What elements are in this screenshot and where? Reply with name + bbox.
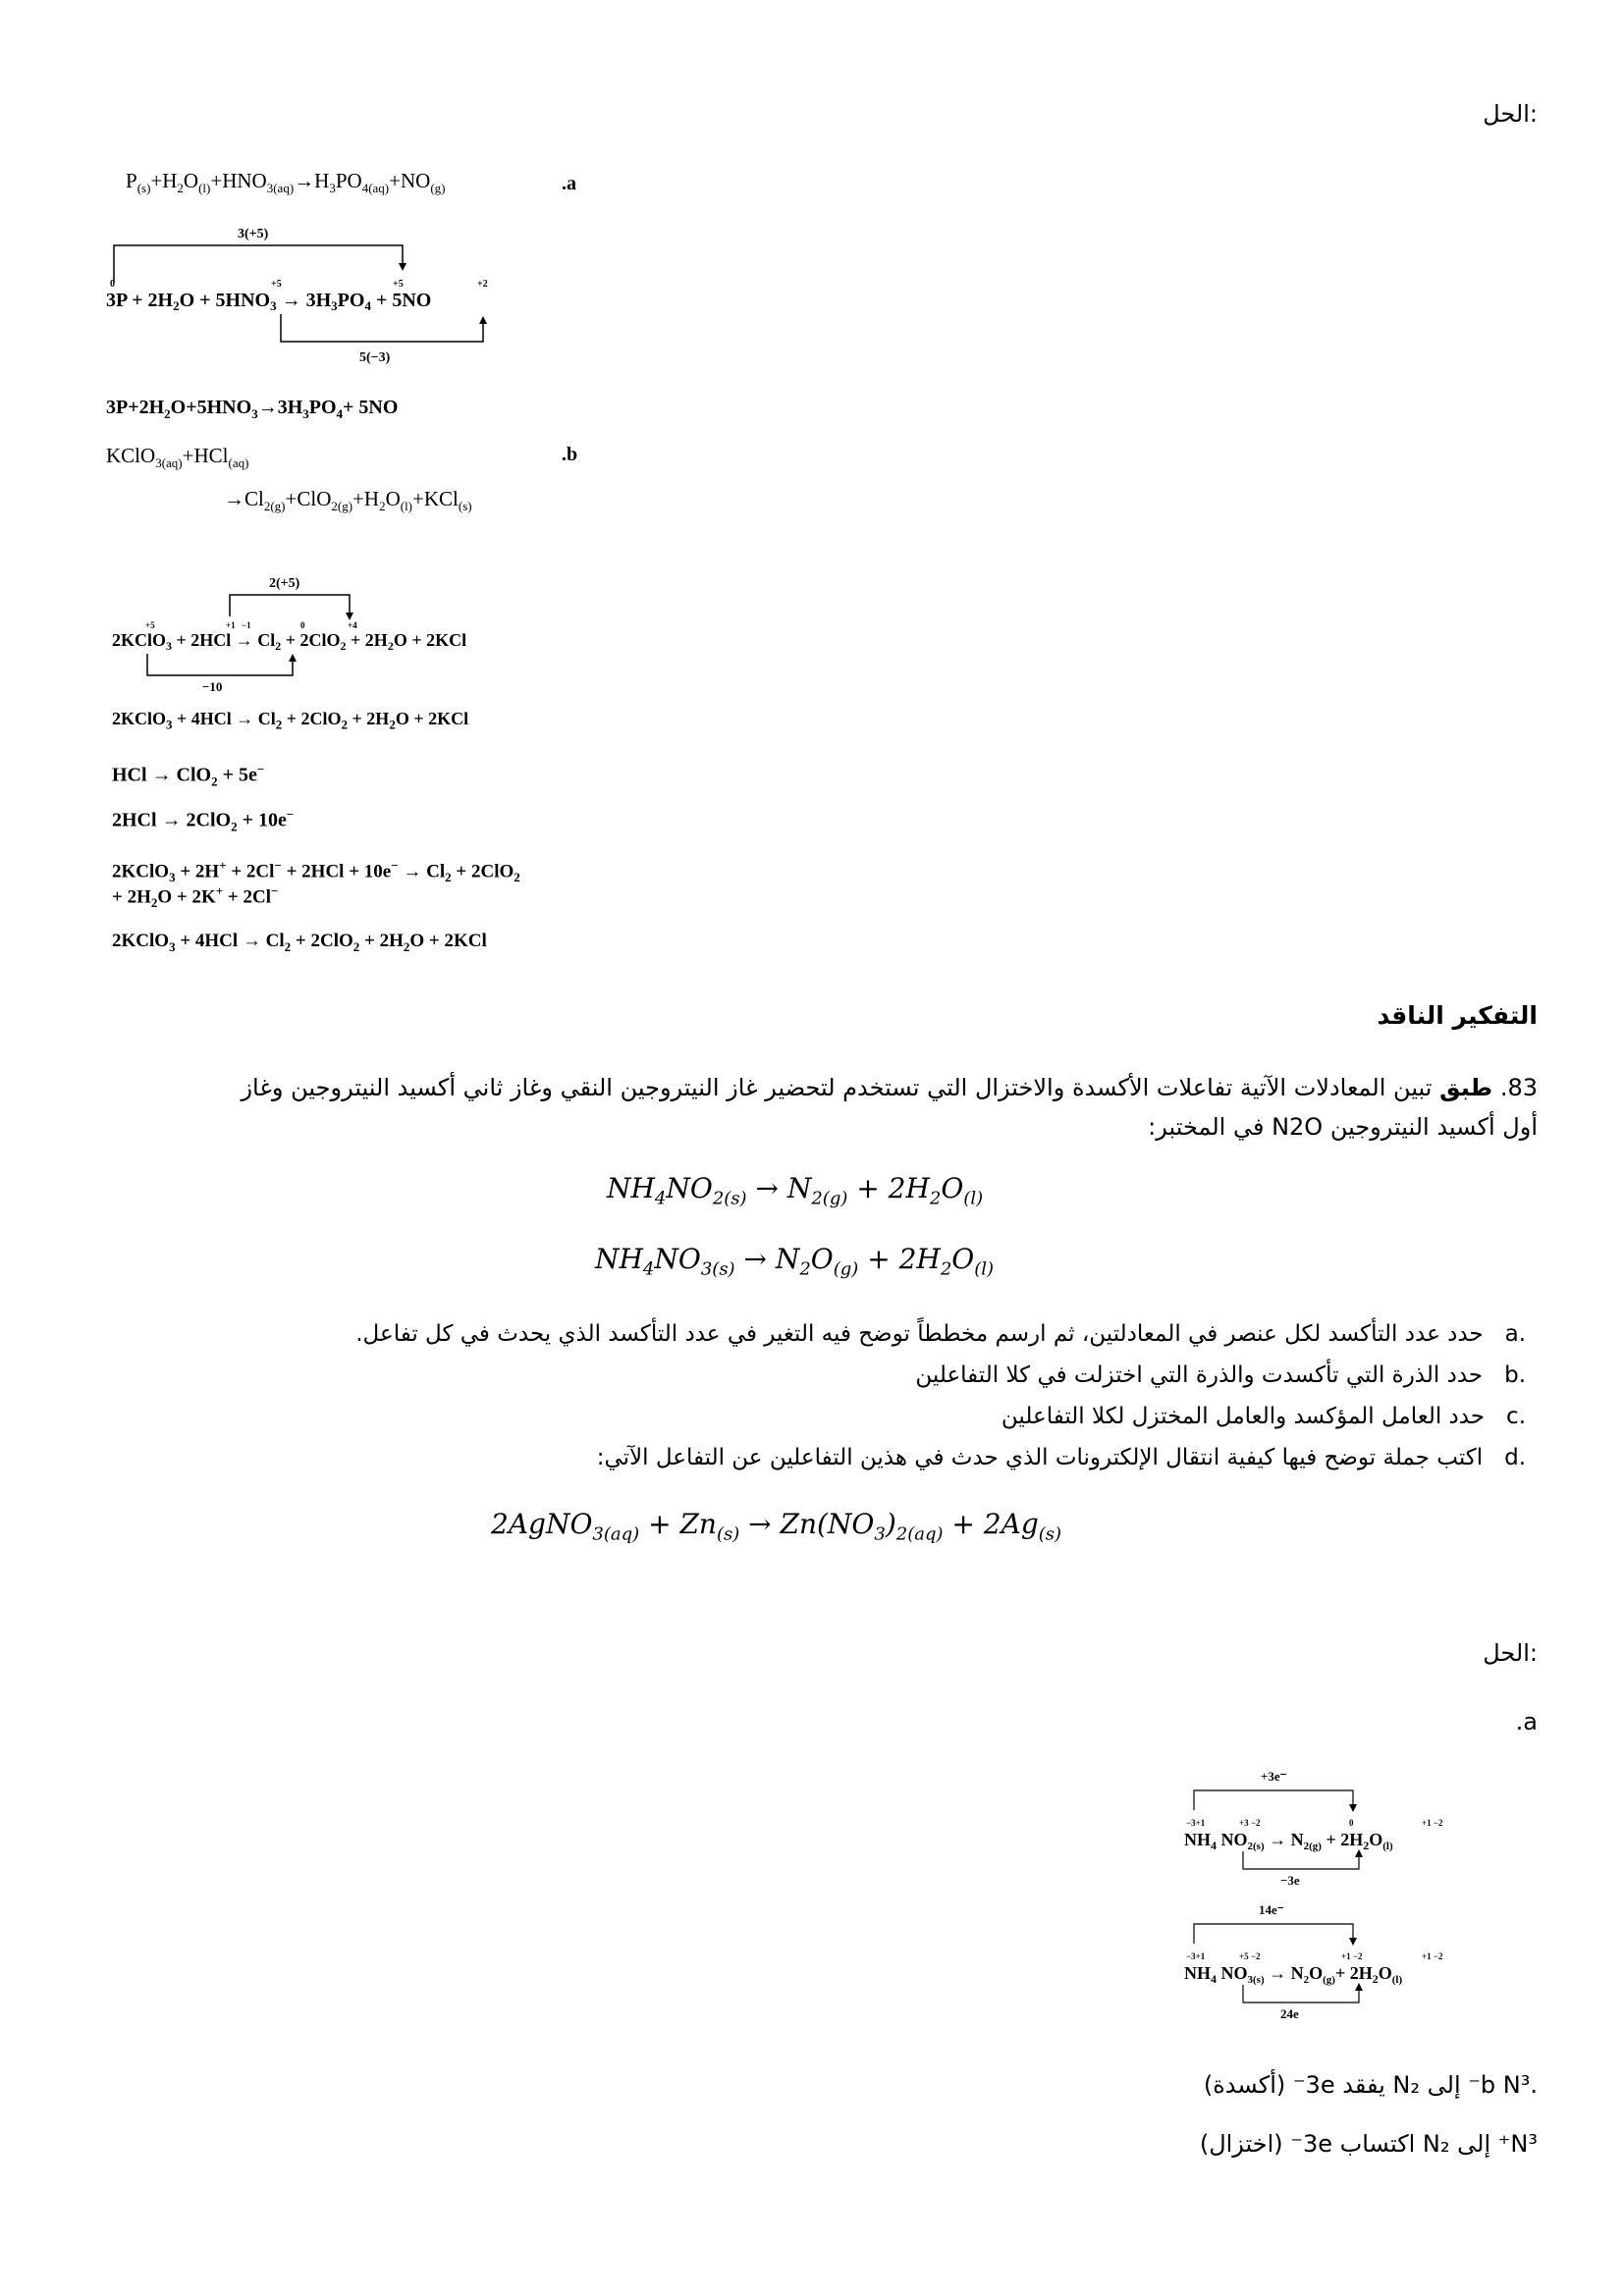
svg-text:+5 −2: +5 −2 (1239, 1951, 1261, 1961)
question-item-c: .c حدد العامل المؤكسد والعامل المختزل لكلا التفاعلين (1001, 1404, 1526, 1429)
equation-a-unbalanced: $P_{(s)}+H_2O_{(l)}+HNO_{3(aq)}\to H_3PO_{4(aq)}+NO_{(g)}$ (126, 169, 446, 196)
svg-text:0: 0 (300, 620, 305, 630)
answer-b-line2: N³⁺ إلى N₂ اكتساب 3e⁻ (اختزال) (1199, 2130, 1538, 2158)
svg-text:NH4 NO3(s) → N2O(g)+ 2H2O(l): $NH_4$ $NO_{3(s)} \to N_2O_{(g)}+ 2H_2O_{(l)}$ (1184, 1963, 1403, 1986)
equation-b-line1: KClO$_{3(aq)}$+HCl$_{(aq)}$ (106, 444, 249, 471)
svg-text:+4: +4 (348, 620, 357, 630)
question-equation-2: $NH_4NO_{3(s)} \to N_2O_{(g)} + 2H_2O_{(l)}$ (595, 1243, 995, 1280)
question-equation-3: 2AgNO$_{3(aq)}$ + $Zn_{(s)} \to Zn(NO_3)_{2(aq)} + 2Ag_{(s)}$ (491, 1508, 1062, 1545)
answer-a-label: .a (1515, 1708, 1538, 1735)
svg-text:NH4 NO2(s) → N2(g) + 2H2O(l): $NH_4$ $NO_{2(s)} \to N_{2(g)} + 2H_2O_{(l)}$ (1184, 1830, 1393, 1852)
question-number: 83. (1499, 1074, 1538, 1101)
svg-text:2(+5): 2(+5) (269, 576, 300, 591)
solution-label: الحل: (1483, 100, 1538, 128)
svg-text:24e: 24e (1280, 2006, 1299, 2021)
oxidation-diagram-a (98, 224, 511, 365)
svg-text:−10: −10 (202, 679, 223, 694)
svg-text:+1 −2: +1 −2 (1341, 1951, 1363, 1961)
equation-b-balanced-final: 2KClO$_3$ + $4HCl \to Cl_2 + 2ClO_2 + 2H_2O + 2KCl$ (112, 931, 487, 954)
svg-text:−3+1: −3+1 (1186, 1818, 1206, 1828)
svg-text:+1 −2: +1 −2 (1422, 1951, 1443, 1961)
question-verb: طبق (1439, 1074, 1493, 1101)
half-reaction-2: 2HCl → 2ClO$_2$ + 10e− (112, 807, 295, 834)
svg-text:+3 −2: +3 −2 (1239, 1818, 1261, 1828)
diagram-a-equation: $3P + 2H_2O + 5HNO_3 \to 3H_3PO_4 + 5NO$ (106, 290, 432, 313)
equation-b-line2: $\to Cl_{2(g)}+ClO_{2(g)}+H_2O_{(l)}+KCl_{(s)}$ (224, 487, 472, 514)
diagram-a-top-label: 3(+5) (238, 227, 269, 241)
answer-diagram-1 (1178, 1767, 1522, 1888)
svg-text:−3+1: −3+1 (1186, 1951, 1206, 1961)
solution-label-2: الحل: (1483, 1639, 1538, 1667)
question-item-b: .b حدد الذرة التي تأكسدت والذرة التي اختزلت في كلا التفاعلين (915, 1362, 1526, 1388)
svg-text:+5: +5 (271, 279, 282, 290)
oxidation-diagram-b (108, 573, 560, 694)
question-83-line1: 83. طبق تبين المعادلات الآتية تفاعلات الأكسدة والاختزال التي تستخدم لتحضير غاز النيتروجين النقي وغاز ثاني أكسيد النيتروجين وغاز (241, 1074, 1538, 1101)
question-83-line2: أول أكسيد النيتروجين N2O في المختبر: (1148, 1113, 1538, 1141)
part-a-label: .a (562, 173, 576, 194)
part-b-label: .b (562, 444, 578, 465)
svg-text:2KClO3 + 2HCl → Cl2 + 2ClO2 +: 2KClO$_3$ + $2HCl \to Cl_2 + 2ClO_2 + 2H_2O + 2KCl$ (112, 630, 467, 653)
svg-text:+2: +2 (477, 279, 488, 290)
svg-text:−1: −1 (242, 620, 251, 630)
svg-text:14e⁻: 14e⁻ (1259, 1902, 1284, 1917)
svg-text:0: 0 (1349, 1818, 1354, 1828)
answer-b-line1: .b N³⁻ إلى N₂ يفقد 3e⁻ (أكسدة) (1203, 2071, 1538, 2099)
combined-equation-line1: 2KClO$_3$ + $2H^+ + 2Cl^- + 2HCl + 10e^- \to Cl_2 + 2ClO_2$ (112, 858, 520, 885)
equation-b-balanced-1: 2KClO$_3$ + $4HCl \to Cl_2 + 2ClO_2 + 2H_2O + 2KCl$ (112, 709, 469, 732)
svg-text:+3e⁻: +3e⁻ (1261, 1769, 1287, 1784)
question-equation-1: $NH_4NO_{2(s)} \to N_{2(g)} + 2H_2O_{(l)}$ (607, 1172, 984, 1209)
answer-diagram-2 (1178, 1900, 1522, 2021)
half-reaction-1: HCl → ClO$_2$ + 5e− (112, 762, 265, 789)
diagram-a-bottom-label: 5(−3) (359, 350, 391, 365)
svg-text:+5: +5 (145, 620, 155, 630)
equation-a-balanced: $3P+2H_2O+5HNO_3\to 3H_3PO_4+ 5NO$ (106, 397, 399, 421)
question-item-a: .a حدد عدد التأكسد لكل عنصر في المعادلتين، ثم ارسم مخططاً توضح فيه التغير في عدد التأكسد الذي يحدث في كل تفاعل. (355, 1321, 1526, 1347)
question-item-d: .d اكتب جملة توضح فيها كيفية انتقال الإلكترونات الذي حدث في هذين التفاعلين عن التفاعل الآتي: (596, 1445, 1526, 1470)
svg-text:+1 −2: +1 −2 (1422, 1818, 1443, 1828)
section-heading: التفكير الناقد (1377, 1001, 1538, 1030)
svg-text:+1: +1 (226, 620, 236, 630)
svg-text:0: 0 (110, 279, 115, 290)
svg-text:+5: +5 (393, 279, 404, 290)
combined-equation-line2: + $2H_2O + 2K^+ + 2Cl^-$ (112, 883, 279, 911)
svg-text:−3e: −3e (1280, 1873, 1300, 1888)
